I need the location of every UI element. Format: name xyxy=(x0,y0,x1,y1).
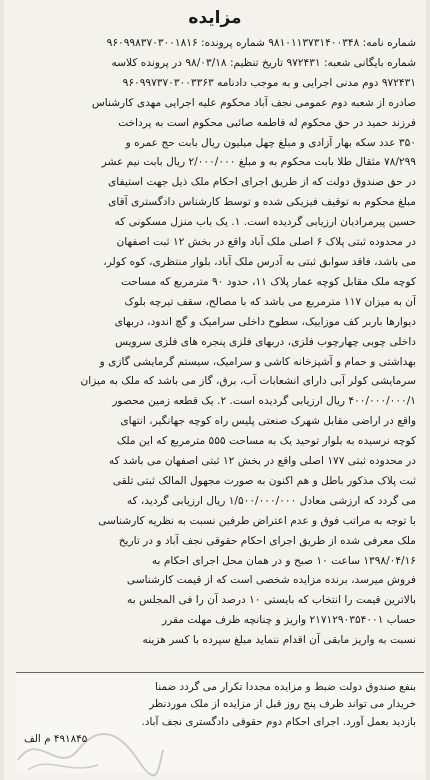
footer-divider xyxy=(16,672,424,673)
body-line: ۴۰۰/۰۰۰/۰۰۰/۱ ریال ارزیابی گردیده است. ۲. یک قطعه زمین محصور xyxy=(112,395,416,408)
body-line: واقع در اراضی مقابل شهرک صنعتی پلیس راه کوچه جهانگیر، انتهای xyxy=(120,415,416,428)
footer-line: خریدار می تواند ظرف پنج روز قبل از مزایده از ملک موردنظر xyxy=(149,698,416,711)
body-line: حساب ۲۱۷۱۲۹۰۳۵۴۰۰۱ واریز و چنانچه ظرف مهلت مقرر xyxy=(161,614,416,627)
body-line: مبلغ محکوم به توقیف فیزیکی شده و توسط کارشناس دادگستری آقای xyxy=(108,196,416,209)
body-line: در حق صندوق دولت که از طریق اجرای احکام ملک ذیل جهت استیفای xyxy=(108,176,416,189)
body-line: شماره نامه: ۹۸۱۰۱۱۳۷۳۱۴۰۰۳۴۸ شماره پرونده: ۹۶۰۹۹۸۳۷۰۳۰۰۱۸۱۶ xyxy=(106,37,416,49)
body-line: ۹۷۲۴۳۱ دوم مدنی اجرایی و به موجب دادنامه ۹۶۰۹۹۷۳۷۰۳۰۰۳۳۶۳ xyxy=(122,76,416,89)
body-line: ملک معرفی شده از طریق اجرای احکام حقوقی نجف آباد و در تاریخ xyxy=(118,534,416,547)
body-line: شماره بایگانی شعبه: ۹۷۲۴۳۱ تاریخ تنظیم: ۹۸/۰۳/۱۸ در پرونده کلاسه xyxy=(111,56,416,69)
reference-number: ۴۹۱۸۴۵ م الف xyxy=(24,733,88,746)
body-line: کوچه نرسیده به بلوار توحید یک به مساحت ۵۵۵ مترمربع که این ملک xyxy=(116,435,416,448)
body-line: سرمایشی کولر آبی دارای انشعابات آب، برق، گاز می باشد که ملک به میزان xyxy=(80,375,416,388)
body-line: کوچه ملک مقابل کوچه عمار پلاک ۱۱، حدود ۹۰ مترمربع که مساحت xyxy=(121,275,416,288)
body-line: ۳۵۰ عدد سکه بهار آزادی و مبلغ چهل میلیون ریال بابت حج عمره و xyxy=(125,136,416,149)
body-line: با توجه به مراتب فوق و عدم اعتراض طرفین نسبت به نظریه کارشناسی xyxy=(98,514,416,527)
handwriting-mark xyxy=(8,720,168,780)
body-line: بهداشتی و حمام و آشپزخانه کاشی و سرامیک، سیستم گرمایشی گازی و xyxy=(99,355,416,368)
body-line: حسین پیرمرادیان ارزیابی گردیده است. ۱. یک باب منزل مسکونی که xyxy=(114,216,416,229)
body-line: ۷۸/۲۹۹ مثقال طلا بابت محکوم به و مبلغ ۲/۰۰۰/۰۰۰ ریال بابت نیم عشر xyxy=(101,156,416,169)
notice-body xyxy=(14,34,416,651)
body-line: فرزند حمید در حق محکوم له فاطمه صائبی محکوم است به پرداخت xyxy=(118,116,416,129)
body-line: نسبت به واریز مابقی آن اقدام ننماید مبلغ سپرده با کسر هزینه xyxy=(142,634,416,647)
body-line: در محدوده ثبتی پلاک ۶ اصلی ملک آباد واقع در بخش ۱۲ ثبت اصفهان xyxy=(116,236,416,249)
body-line: می باشد، فاقد سوابق ثبتی به آدرس ملک آباد، بلوار منتظری، کوه کولر، xyxy=(103,255,416,268)
body-line: فروش میرسد، برنده مزایده شخصی است که از قیمت کارشناسی xyxy=(126,574,416,587)
notice-title: مزایده xyxy=(188,8,242,28)
body-line: دیوارها باربر کف موزاییک، سطوح داخلی سرامیک و گچ اندود، دربهای xyxy=(114,315,416,328)
body-line: صادره از شعبه دوم عمومی نجف آباد محکوم علیه اجرایی مهدی کارشناس xyxy=(91,96,416,109)
body-line: ۱۳۹۸/۰۴/۱۶ ساعت ۱۰ صبح و در همان محل اجرای احکام به xyxy=(151,554,416,567)
body-line: داخلی چوبی چهارچوب فلزی، دربهای فلزی پنجره های فلزی سرویس xyxy=(115,335,416,348)
newspaper-clipping xyxy=(4,0,426,780)
body-line: آن به میزان ۱۱۷ مترمربع می باشد که با مصالح، سقف تیرچه بلوک xyxy=(124,295,416,308)
body-line: ثبت پلاک مذکور باطل و هم اکنون به صورت مجهول المالک ثبتی تلقی xyxy=(112,474,416,487)
body-line: بالاترین قیمت را انتخاب که بایستی ۱۰ درصد آن را فی المجلس به xyxy=(127,594,416,607)
body-line: در محدوده ثبتی ۱۷۷ اصلی واقع در بخش ۱۲ ثبتی اصفهان می باشد که xyxy=(108,455,416,468)
footer-line: بازدید بعمل آورد. اجرای احکام دوم حقوقی دادگستری نجف آباد. xyxy=(141,715,416,728)
footer-line: بنفع صندوق دولت ضبط و مزایده مجددا تکرار می گردد ضمنا xyxy=(155,681,416,693)
body-line: می گردد که ارزشی معادل ۱/۵۰۰/۰۰۰/۰۰۰ ریال ارزیابی گردید، که xyxy=(126,494,416,507)
